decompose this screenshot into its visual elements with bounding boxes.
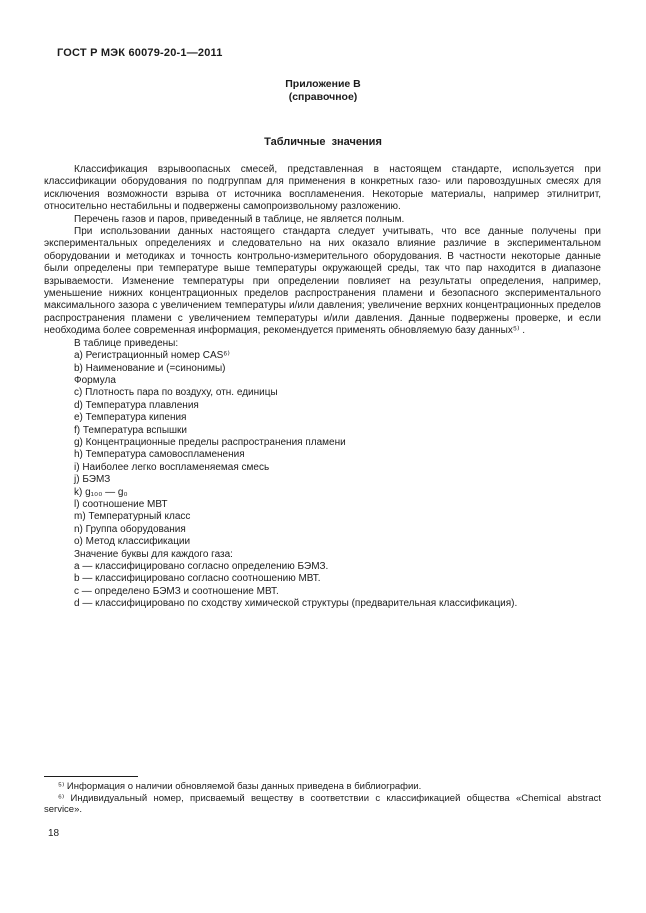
section-title: Табличные значения [264, 136, 382, 148]
list-line: e) Температура кипения [74, 412, 187, 424]
list-line: g) Концентрационные пределы распространения пламени [74, 436, 346, 448]
standard-number-header: ГОСТ Р МЭК 60079-20-1—2011 [57, 47, 223, 59]
document-body [44, 164, 601, 611]
list-line: l) соотношение МВТ [74, 498, 168, 510]
annex-subtitle: (справочное) [288, 90, 358, 103]
list-line: b — классифицировано согласно соотношению МВТ. [74, 573, 321, 585]
list-line: o) Метод классификации [74, 536, 191, 548]
list-line: c — определено БЭМЗ и соотношение МВТ. [74, 585, 279, 597]
page-number: 18 [48, 828, 60, 839]
body-paragraphs [44, 164, 601, 338]
annex-block [0, 78, 646, 103]
annex-title: Приложение В [285, 78, 361, 90]
footnotes-section [44, 776, 601, 816]
body-paragraph: Перечень газов и паров, приведенный в таблице, не является полным. [74, 213, 405, 225]
list-line: j) БЭМЗ [74, 474, 111, 486]
list-line: a — классифицировано согласно определению БЭМЗ. [74, 561, 329, 572]
body-paragraph: Классификация взрывоопасных смесей, представленная в настоящем стандарте, используется при классификации оборудования по подгруппам для применения в конкретных газо- или паровоздушных смесях для исключения возможности взрыва от источника воспламенения. Некоторые материалы, например этилнитрит, относительно нестабильны и подвержены самопроизвольному разложению. [44, 164, 601, 213]
footnote: ⁵⁾ Информация о наличии обновляемой базы данных приведена в библиографии. [58, 781, 422, 792]
list-line: i) Наиболее легко воспламеняемая смесь [74, 461, 270, 473]
list-line: a) Регистрационный номер CAS⁶⁾ [74, 350, 230, 362]
list-line: f) Температура вспышки [74, 424, 188, 436]
footnote: ⁶⁾ Индивидуальный номер, присваемый веществу в соответствии с классификацией общества «Chemical abstract service». [44, 792, 601, 816]
list-line: Значение буквы для каждого газа: [74, 548, 233, 560]
footnote-divider [44, 776, 138, 777]
list-line: d) Температура плавления [74, 399, 199, 411]
list-line: n) Группа оборудования [74, 523, 186, 535]
table-contents-list [44, 338, 601, 611]
list-line: m) Температурный класс [74, 511, 191, 523]
list-line: h) Температура самовоспламенения [74, 449, 245, 461]
list-line: В таблице приведены: [74, 337, 179, 349]
list-line: k) g₁₀₀ — g₀ [74, 486, 128, 498]
body-paragraph: При использовании данных настоящего стандарта следует учитывать, что все данные получены при экспериментальных определениях и следовательно на них оказало влияние различие в экспериментальном оборудовании и методиках и точность контрольно-измерительного оборудования. В частности некоторые данные были определены при температуре выше температуры окружающей среды, так что пар находится в диапазоне взрываемости. Изменение температуры при определении повлияет на результаты определения, например, уменьшение нижних концентрационных пределов распространения пламени и безопасного экспериментального максимального зазора с увеличением температуры и/или давления; увеличение верхних концентрационных пределов распространения пламени с увеличением температуры и/или давления. Данные подвержены проверке, и если необходима более современная информация, рекомендуется применять обновляемую базу данных⁵⁾ . [44, 226, 601, 337]
list-line: Формула [74, 374, 116, 386]
list-line: c) Плотность пара по воздуху, отн. единицы [74, 387, 278, 399]
list-line: d — классифицировано по сходству химической структуры (предварительная классификация). [74, 598, 518, 610]
footnote-list [44, 781, 601, 816]
list-line: b) Наименование и (=синонимы) [74, 362, 226, 374]
